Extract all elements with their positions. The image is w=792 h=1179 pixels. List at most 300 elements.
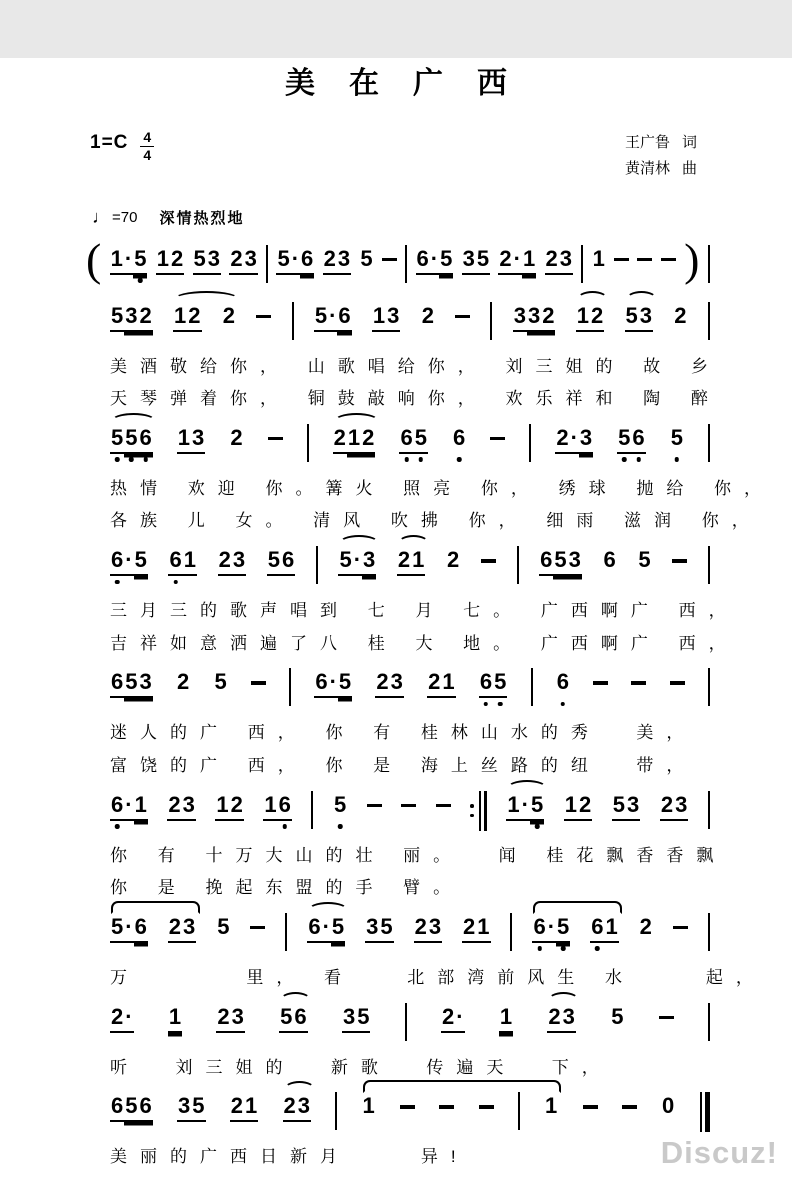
slur-arc [533, 901, 622, 914]
note [314, 671, 352, 698]
note [441, 1003, 465, 1033]
barline [266, 245, 268, 283]
note-digit: 2 [230, 424, 243, 450]
note [229, 245, 258, 275]
note-digit: 1 [244, 1095, 258, 1122]
note [193, 245, 222, 275]
low-octave-dot [115, 824, 120, 829]
note-digit: 2 [441, 1006, 455, 1033]
dash-note [401, 804, 416, 808]
note-row [110, 791, 710, 836]
note-digit: 5 [493, 671, 507, 698]
note [590, 913, 619, 943]
note-digit: 3 [428, 916, 442, 943]
music-system [110, 424, 775, 534]
note-digit: · [328, 305, 337, 332]
barline [581, 245, 583, 283]
repeat-dots [470, 804, 474, 817]
meta-row [90, 129, 697, 183]
note-digit: 1 [110, 248, 124, 275]
note-digit: 2 [462, 916, 476, 943]
repeat-end-barline [470, 791, 487, 831]
note-digit: 2 [414, 916, 428, 943]
note-digit: 3 [390, 671, 404, 698]
note-digit: 1 [168, 1006, 182, 1033]
note-digit: · [570, 427, 579, 454]
note-digit: · [124, 549, 133, 576]
note-digit: 2 [283, 1095, 297, 1122]
note-digit: 6 [281, 549, 295, 576]
note-row [110, 1095, 710, 1137]
note [222, 302, 236, 330]
note [414, 913, 443, 943]
barline [708, 668, 710, 706]
note [498, 245, 536, 275]
lyrics-line: 各族 儿 女。 清风 吹拂 你， 细雨 滋润 你， [110, 511, 762, 531]
intro-close-paren: ) [684, 233, 700, 285]
low-octave-dot [457, 457, 462, 462]
lyrics-line: 热情 欢迎 你。篝火 照亮 你， 绣球 抛给 你， [110, 478, 775, 498]
note-digit: 5 [439, 248, 453, 275]
note-digit: 6 [110, 549, 124, 576]
note [110, 1095, 153, 1122]
barline [316, 546, 318, 584]
dash-note [268, 437, 283, 441]
note-digit: 6 [539, 549, 553, 576]
credits [625, 130, 697, 183]
note-digit: 5 [476, 248, 490, 275]
tempo-marking [92, 208, 137, 226]
slur-arc [548, 992, 579, 1008]
note [216, 913, 230, 941]
note-digit: 3 [579, 427, 593, 454]
dash-note [256, 315, 271, 319]
note-digit: 2 [590, 305, 604, 332]
note [446, 549, 460, 574]
note-digit: 6 [603, 547, 616, 573]
note-digit: 6 [168, 549, 182, 576]
note-digit: 5 [124, 427, 138, 454]
slur-arc [339, 535, 379, 551]
low-octave-dot [636, 457, 641, 462]
note [216, 1003, 245, 1033]
note [110, 302, 153, 332]
low-octave-dot [143, 457, 148, 462]
time-signature [140, 130, 154, 162]
note-digit: · [513, 248, 522, 275]
note [372, 302, 401, 332]
note [462, 245, 491, 275]
final-bar-thin [700, 1092, 703, 1132]
note-digit: 1 [263, 794, 277, 821]
note [218, 549, 247, 576]
note-digit: 6 [631, 427, 645, 454]
note-digit: 5 [553, 549, 567, 576]
note-digit: 1 [215, 794, 229, 821]
lyricist-name: 王广鲁 [624, 134, 670, 151]
music-system [110, 1095, 710, 1170]
note [168, 549, 197, 576]
note-digit: 2 [578, 794, 592, 821]
note-digit: 5 [638, 547, 651, 573]
note [479, 671, 508, 698]
lyrics-line: 天琴弹着你， 铜鼓敲响你， 欢乐祥和 陶 醉 [110, 389, 721, 409]
note-digit: 1 [506, 794, 520, 821]
note-digit: 5 [134, 549, 148, 576]
note-digit: 5 [279, 1006, 293, 1033]
barline [292, 302, 294, 340]
note [173, 302, 202, 332]
note [670, 424, 684, 452]
note-digit: 5 [214, 669, 227, 695]
music-system [110, 913, 766, 991]
music-system [110, 1003, 710, 1081]
note-digit: 3 [124, 305, 138, 332]
note [592, 245, 606, 273]
note-digit: 3 [639, 305, 653, 332]
lyricist-credit [625, 130, 697, 156]
note-row [110, 671, 710, 713]
note-digit: 1 [411, 549, 425, 576]
note [612, 791, 641, 821]
dash-note [614, 258, 629, 262]
note [625, 302, 654, 332]
note-row [86, 233, 710, 290]
music-system [110, 791, 727, 901]
note-digit: 6 [139, 1095, 153, 1122]
note-digit: 1 [441, 671, 455, 698]
note-digit: · [521, 794, 530, 821]
note-digit: 2 [555, 427, 569, 454]
lyrics-line: 美丽的广西日新月 异! [110, 1147, 469, 1167]
low-octave-dot [595, 946, 600, 951]
note [177, 1095, 206, 1122]
note-digit: 5 [338, 549, 352, 576]
dash-note [382, 258, 397, 262]
slur-arc [626, 291, 657, 307]
note-digit: 6 [139, 427, 153, 454]
note-digit: 3 [513, 305, 527, 332]
note [639, 913, 653, 941]
note-digit: 3 [337, 248, 351, 275]
note-digit: 3 [559, 248, 573, 275]
note-digit: 6 [416, 248, 430, 275]
note [397, 549, 426, 576]
note-digit: · [353, 549, 362, 576]
barline [708, 546, 710, 584]
note [333, 424, 376, 454]
time-signature-denominator: 4 [143, 146, 152, 163]
slur-arc [111, 413, 156, 429]
note-digit: 2 [541, 305, 555, 332]
note-digit: 1 [545, 1093, 558, 1119]
note-digit: 1 [362, 1093, 375, 1119]
sheet-music-page [0, 58, 792, 1179]
lyrics-line: 你 有 十万大山的壮 丽。 闻 桂花飘香香飘 [110, 845, 727, 865]
note-digit: 5 [314, 305, 328, 332]
note-digit: 2 [187, 305, 201, 332]
lyricist-role: 词 [681, 134, 697, 151]
dash-note [672, 559, 687, 563]
note-digit: 6 [278, 794, 292, 821]
note [513, 302, 556, 332]
low-octave-dot [535, 824, 540, 829]
discuz-watermark-logo: Discuz! [660, 1135, 778, 1170]
note [547, 1003, 576, 1033]
note-digit: 1 [564, 794, 578, 821]
note [168, 1003, 182, 1033]
dash-note [659, 1016, 674, 1020]
barline [517, 546, 519, 584]
note-digit: 6 [452, 427, 466, 452]
note-digit: 2 [167, 794, 181, 821]
slur-arc [577, 291, 608, 307]
note-digit: 3 [182, 916, 196, 943]
note [564, 791, 593, 821]
music-system [86, 233, 710, 290]
note-digit: 2 [447, 547, 460, 573]
note [176, 671, 190, 696]
note-digit: 6 [307, 916, 321, 943]
note-digit: 5 [110, 427, 124, 454]
note [539, 549, 582, 576]
note-digit: 3 [207, 248, 221, 275]
note-digit: 2 [222, 302, 236, 328]
note-digit: 6 [314, 671, 328, 698]
note-digit: 2 [375, 671, 389, 698]
note-digit: 6 [479, 671, 493, 698]
barline [708, 913, 710, 951]
note-digit: 2 [216, 1006, 230, 1033]
dash-note [637, 258, 652, 262]
slur-arc [280, 992, 311, 1008]
tempo-bpm: =70 [112, 208, 138, 226]
dash-note [436, 804, 451, 808]
note-digit: · [124, 1006, 133, 1033]
note-row [110, 913, 710, 958]
note [167, 791, 196, 821]
barline [490, 302, 492, 340]
note [110, 1003, 134, 1033]
note-digit: 3 [232, 549, 246, 576]
final-barline [700, 1092, 711, 1132]
note-digit: 2 [230, 1095, 244, 1122]
note-row [110, 1003, 710, 1048]
note [416, 245, 454, 275]
note-digit: · [124, 248, 133, 275]
dash-note [481, 559, 496, 563]
note [177, 424, 206, 454]
note-digit: 5 [611, 1003, 624, 1029]
note-digit: 5 [276, 248, 290, 275]
note-digit: 5 [110, 916, 124, 943]
song-title: 美在广西 [285, 67, 541, 100]
low-octave-dot [622, 457, 627, 462]
low-octave-dot [138, 278, 143, 283]
note-digit: 6 [300, 248, 314, 275]
note [110, 791, 148, 821]
note-row [110, 302, 710, 347]
barline [289, 668, 291, 706]
repeat-bar [484, 791, 487, 831]
dash-note [439, 1105, 454, 1109]
note [365, 913, 394, 943]
note-digit: 5 [124, 671, 138, 698]
note-digit: 2 [229, 248, 243, 275]
note [545, 245, 574, 275]
note-digit: 2 [498, 248, 512, 275]
note-digit: · [430, 248, 439, 275]
low-octave-dot [561, 946, 566, 951]
note [110, 671, 153, 698]
dash-note [490, 437, 505, 441]
note-digit: 3 [297, 1095, 311, 1122]
note-digit: 3 [462, 248, 476, 275]
note [375, 671, 404, 698]
dash-note [479, 1105, 494, 1109]
note-digit: 1 [134, 794, 148, 821]
note-digit: 5 [617, 427, 631, 454]
note [660, 791, 689, 821]
note-digit: 5 [267, 549, 281, 576]
slur-arc [363, 1080, 561, 1093]
note-digit: 3 [674, 794, 688, 821]
note-digit: 3 [231, 1006, 245, 1033]
note [168, 913, 197, 943]
note-digit: 2 [168, 916, 182, 943]
note-digit: 6 [134, 916, 148, 943]
note-digit: 2 [639, 913, 652, 939]
barline [510, 913, 512, 951]
note-digit: 2 [333, 427, 347, 454]
note [399, 424, 428, 454]
lyrics-line: 你 是 挽起东盟的手 臂。 [110, 878, 464, 898]
note-digit: 3 [365, 916, 379, 943]
note-digit: 5 [110, 305, 124, 332]
note-digit: 1 [347, 427, 361, 454]
low-octave-dot [115, 457, 120, 462]
low-octave-dot [419, 457, 424, 462]
low-octave-dot [561, 702, 566, 707]
music-system [110, 302, 721, 412]
note [110, 245, 148, 275]
note [215, 791, 244, 821]
note-digit: 1 [173, 305, 187, 332]
lyrics-line: 富饶的广 西， 你 是 海上丝路的纽 带， [110, 755, 697, 775]
note-digit: 3 [139, 671, 153, 698]
low-octave-dot [173, 580, 178, 585]
low-octave-dot [115, 580, 120, 585]
note-digit: 6 [110, 794, 124, 821]
note [499, 1003, 513, 1033]
note [323, 245, 352, 275]
note [229, 424, 243, 452]
repeat-dot [470, 804, 474, 808]
note-digit: 2 [170, 248, 184, 275]
note-digit: 5 [414, 427, 428, 454]
note-digit: 6 [556, 671, 570, 696]
note-digit: 2 [110, 1006, 124, 1033]
barline [708, 424, 710, 462]
note-digit: · [291, 248, 300, 275]
note [359, 245, 373, 273]
dash-note [455, 315, 470, 319]
note [661, 1095, 675, 1120]
note-digit: 1 [183, 549, 197, 576]
note-digit: 5 [530, 794, 544, 821]
note-digit: 5 [360, 245, 373, 271]
slur-arc [398, 535, 429, 551]
note [556, 671, 570, 696]
slur-arc [334, 413, 379, 429]
note-digit: 2 [230, 794, 244, 821]
barline [307, 424, 309, 462]
note-digit: 6 [532, 916, 546, 943]
note [427, 671, 456, 698]
composer-name: 黄清林 [624, 160, 670, 178]
intro-open-paren: ( [86, 233, 102, 285]
note-digit: · [329, 671, 338, 698]
dash-note [250, 926, 265, 930]
note-digit: · [124, 916, 133, 943]
note-digit: 3 [386, 305, 400, 332]
dash-note [400, 1105, 415, 1109]
note-digit: 3 [562, 1006, 576, 1033]
note-row [110, 549, 710, 591]
note-digit: 6 [590, 916, 604, 943]
note-digit: 2 [218, 549, 232, 576]
slur-arc [111, 901, 200, 914]
note-digit: 6 [110, 1095, 124, 1122]
barline [405, 245, 407, 283]
note-digit: · [455, 1006, 464, 1033]
barline [708, 1003, 710, 1041]
note-digit: 2 [545, 248, 559, 275]
note [462, 913, 491, 943]
note [263, 791, 292, 821]
note-digit: 1 [604, 916, 618, 943]
note-digit: 2 [427, 671, 441, 698]
slur-arc [174, 291, 239, 307]
note [555, 424, 593, 454]
dash-note [661, 258, 676, 262]
note-digit: 1 [177, 427, 191, 454]
note-digit: 5 [191, 1095, 205, 1122]
note [673, 302, 687, 330]
note-digit: 1 [156, 248, 170, 275]
note [110, 549, 148, 576]
note-digit: 5 [625, 305, 639, 332]
time-signature-numerator: 4 [140, 130, 154, 147]
key-root: 1=C [90, 132, 129, 153]
note-digit: 3 [182, 794, 196, 821]
note-digit: 3 [626, 794, 640, 821]
quarter-note-icon: ♩ [92, 207, 110, 227]
note [362, 1095, 376, 1120]
note-digit: 5 [133, 248, 147, 275]
note-digit: 2 [139, 305, 153, 332]
note-digit: 2 [674, 302, 687, 328]
note [230, 1095, 259, 1122]
note-digit: 2 [176, 669, 190, 695]
expression-text: 深情热烈地 [159, 209, 245, 227]
dash-note [673, 926, 688, 930]
lyrics-line: 三月三的歌声唱到 七 月 七。 广西啊广 西， [110, 601, 739, 621]
note [617, 424, 646, 454]
note [603, 549, 617, 574]
dash-note [670, 681, 685, 685]
note-digit: 5 [556, 916, 570, 943]
